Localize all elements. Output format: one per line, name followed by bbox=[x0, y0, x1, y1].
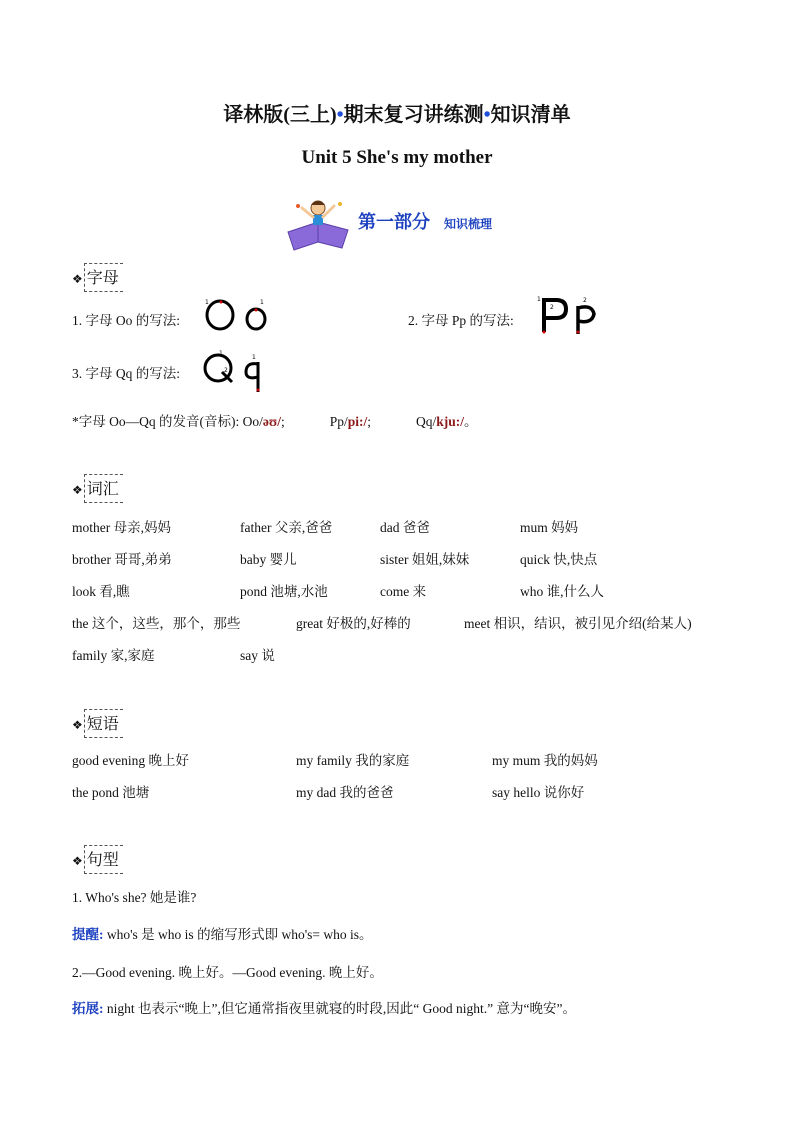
section-label: 词汇 bbox=[84, 474, 123, 503]
section-label: 句型 bbox=[84, 845, 123, 874]
letter-qq-writing-icon bbox=[202, 350, 272, 394]
vocab-item: look 看,瞧 bbox=[72, 584, 130, 599]
vocab-item: dad 爸爸 bbox=[380, 520, 430, 535]
section-vocab-heading bbox=[72, 474, 123, 503]
section-phrases-heading bbox=[72, 709, 123, 738]
diamond-bullet-icon: ❖ bbox=[72, 482, 83, 497]
pron-sep: ; bbox=[367, 414, 372, 429]
part-heading-sub: 知识梳理 bbox=[444, 217, 493, 231]
letter-oo-writing-icon bbox=[202, 296, 272, 334]
phrase-item: good evening 晚上好 bbox=[72, 753, 189, 768]
letter-qq-text: 3. 字母 Qq 的写法: bbox=[72, 366, 180, 381]
document-title bbox=[0, 98, 794, 127]
title-dot: • bbox=[483, 104, 491, 126]
vocab-item: who 谁,什么人 bbox=[520, 584, 604, 599]
part-heading-main: 第一部分 bbox=[358, 212, 430, 233]
pron-oo: əʊ/ bbox=[262, 414, 281, 429]
sentence-extension bbox=[72, 997, 576, 1017]
phrase-item: say hello 说你好 bbox=[492, 785, 585, 800]
svg-text:1: 1 bbox=[219, 350, 223, 357]
sentence-2: 2.—Good evening. 晚上好。—Good evening. 晚上好。 bbox=[72, 965, 383, 980]
svg-text:2: 2 bbox=[224, 367, 228, 374]
vocab-item: mum 妈妈 bbox=[520, 520, 579, 535]
svg-text:1: 1 bbox=[252, 354, 256, 361]
pron-prefix: *字母 Oo—Qq 的发音(音标): Oo/ bbox=[72, 414, 263, 429]
sentence-tip bbox=[72, 923, 373, 943]
section-letters-heading bbox=[72, 263, 123, 292]
title-dot: • bbox=[336, 104, 344, 126]
tip-text: who's 是 who is 的缩写形式即 who's= who is。 bbox=[103, 927, 373, 942]
diamond-bullet-icon: ❖ bbox=[72, 717, 83, 732]
vocab-item: brother 哥哥,弟弟 bbox=[72, 552, 172, 567]
title-part-1: 译林版(三上) bbox=[223, 104, 337, 126]
diamond-bullet-icon: ❖ bbox=[72, 853, 83, 868]
vocab-item: come 来 bbox=[380, 584, 427, 599]
title-part-2: 期末复习讲练测 bbox=[343, 104, 484, 126]
vocab-item: great 好极的,好棒的 bbox=[296, 616, 411, 631]
letter-pp-text: 2. 字母 Pp 的写法: bbox=[408, 313, 514, 328]
vocab-item: meet 相识，结识，被引见介绍(给某人) bbox=[464, 616, 692, 631]
letter-oo-text: 1. 字母 Oo 的写法: bbox=[72, 313, 180, 328]
pron-qq-pre: Qq/ bbox=[416, 414, 437, 429]
pron-pp: pi:/ bbox=[347, 414, 368, 429]
vocab-item: quick 快,快点 bbox=[520, 552, 598, 567]
phrase-item: the pond 池塘 bbox=[72, 785, 150, 800]
extension-label: 拓展: bbox=[72, 1001, 104, 1016]
svg-text:2: 2 bbox=[550, 304, 554, 311]
phrase-item: my dad 我的爸爸 bbox=[296, 785, 394, 800]
vocab-item: mother 母亲,妈妈 bbox=[72, 520, 171, 535]
extension-text: night 也表示“晚上”,但它通常指夜里就寝的时段,因此“ Good night.” 意为“晚安”。 bbox=[103, 1001, 576, 1016]
pron-end: 。 bbox=[464, 414, 478, 429]
vocab-item: family 家,家庭 bbox=[72, 648, 155, 663]
vocab-item: baby 婴儿 bbox=[240, 552, 297, 567]
phrase-item: my mum 我的妈妈 bbox=[492, 753, 598, 768]
pron-qq: kju:/ bbox=[436, 414, 465, 429]
vocab-item: pond 池塘,水池 bbox=[240, 584, 328, 599]
phrase-item: my family 我的家庭 bbox=[296, 753, 410, 768]
vocab-item: father 父亲,爸爸 bbox=[240, 520, 333, 535]
pron-pp-pre: Pp/ bbox=[329, 414, 348, 429]
section-sentences-heading bbox=[72, 845, 123, 874]
vocab-item: the 这个，这些，那个，那些 bbox=[72, 616, 241, 631]
section-label: 短语 bbox=[84, 709, 123, 738]
pron-sep: ; bbox=[280, 414, 285, 429]
section-label: 字母 bbox=[84, 263, 123, 292]
title-part-3: 知识清单 bbox=[490, 104, 571, 126]
vocab-item: sister 姐姐,妹妹 bbox=[380, 552, 470, 567]
sentence-1: 1. Who's she? 她是谁? bbox=[72, 890, 197, 905]
svg-text:2: 2 bbox=[583, 297, 587, 304]
svg-text:1: 1 bbox=[205, 299, 209, 306]
unit-title: Unit 5 She's my mother bbox=[301, 147, 493, 168]
diamond-bullet-icon: ❖ bbox=[72, 271, 83, 286]
tip-label: 提醒: bbox=[72, 927, 104, 942]
svg-text:1: 1 bbox=[537, 296, 541, 303]
letter-pp-writing-icon bbox=[536, 294, 606, 336]
letter-pronunciation bbox=[72, 410, 478, 430]
reading-boy-illustration bbox=[284, 196, 354, 252]
vocab-item: say 说 bbox=[240, 648, 275, 663]
svg-text:1: 1 bbox=[260, 299, 264, 306]
